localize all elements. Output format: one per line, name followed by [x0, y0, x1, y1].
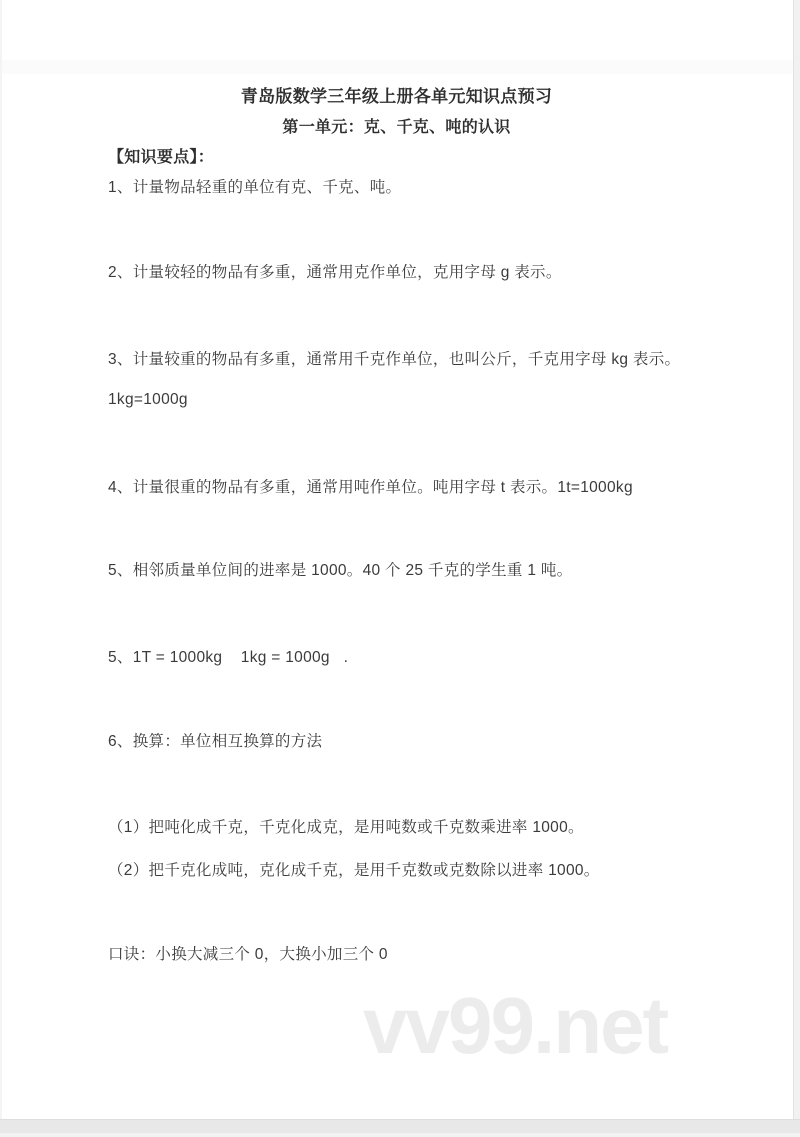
knowledge-point-4: 4、计量很重的物品有多重，通常用吨作单位。吨用字母 t 表示。1t=1000kg [108, 479, 633, 496]
formula-kg-g: 1kg=1000g [108, 391, 188, 408]
knowledge-point-5: 5、相邻质量单位间的进率是 1000。40 个 25 千克的学生重 1 吨。 [108, 562, 573, 579]
section-heading: 【知识要点】： [108, 149, 215, 166]
document-title: 青岛版数学三年级上册各单元知识点预习 [240, 87, 553, 106]
knowledge-point-6: 6、换算：单位相互换算的方法 [108, 733, 323, 750]
knowledge-point-5b-formulas: 5、1T = 1000kg 1kg = 1000g . [108, 649, 349, 666]
page-bottom-edge [0, 1119, 800, 1133]
site-watermark: vv99.net [363, 981, 668, 1070]
knowledge-point-2: 2、计量较轻的物品有多重，通常用克作单位，克用字母 g 表示。 [108, 264, 562, 281]
scan-shade-band [0, 60, 793, 74]
page-right-edge [793, 0, 800, 1120]
conversion-rule-2: （2）把千克化成吨，克化成千克，是用千克数或克数除以进率 1000。 [108, 862, 600, 879]
mnemonic-line: 口诀：小换大减三个 0，大换小加三个 0 [108, 946, 388, 963]
page-left-edge [0, 0, 2, 1120]
knowledge-point-3: 3、计量较重的物品有多重，通常用千克作单位，也叫公斤，千克用字母 kg 表示。 [108, 351, 681, 368]
unit-subtitle: 第一单元：克、千克、吨的认识 [282, 119, 511, 136]
conversion-rule-1: （1）把吨化成千克，千克化成克，是用吨数或千克数乘进率 1000。 [108, 819, 584, 836]
knowledge-point-1: 1、计量物品轻重的单位有克、千克、吨。 [108, 179, 402, 196]
page-bottom-fade [0, 1133, 800, 1137]
